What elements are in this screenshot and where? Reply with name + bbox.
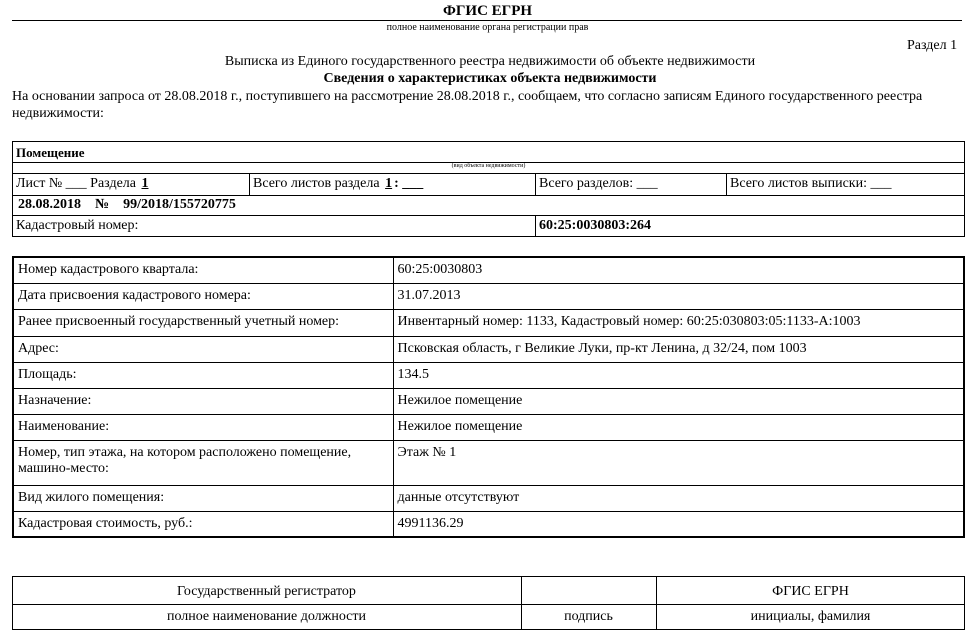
- object-type: Помещение: [16, 145, 85, 160]
- details-table: [12, 256, 965, 538]
- table-row: [13, 485, 964, 511]
- detail-label: Номер, тип этажа, на котором расположено помещение, машино-место:: [13, 440, 393, 485]
- org-caption: полное наименование органа регистрации прав: [386, 22, 589, 33]
- table-row: [13, 440, 964, 485]
- table-row: [13, 511, 964, 537]
- object-type-caption: (вид объекта недвижимости): [451, 163, 526, 169]
- row-divider: [12, 604, 965, 605]
- section-label: Раздел 1: [907, 38, 958, 53]
- detail-value: Инвентарный номер: 1133, Кадастровый номер: 60:25:030803:05:1133-А:1003: [393, 309, 964, 336]
- org-title: ФГИС ЕГРН: [442, 3, 533, 19]
- total-sheets-num: 1: [385, 176, 393, 191]
- detail-label: Кадастровая стоимость, руб.:: [13, 511, 393, 537]
- total-sections: Всего разделов: ___: [539, 176, 658, 191]
- col-divider: [249, 173, 250, 195]
- detail-value: 134.5: [393, 362, 964, 388]
- total-sheets-tail: : ___: [394, 176, 424, 191]
- name-caption: инициалы, фамилия: [750, 609, 871, 624]
- row-divider: [12, 173, 965, 174]
- detail-value: данные отсутствуют: [393, 485, 964, 511]
- detail-value: 60:25:0030803: [393, 257, 964, 283]
- total-extract-sheets: Всего листов выписки: ___: [730, 176, 892, 191]
- detail-value: Псковская область, г Великие Луки, пр-кт Ленина, д 32/24, пом 1003: [393, 336, 964, 362]
- sheet-number: [16, 176, 159, 192]
- detail-value: 4991136.29: [393, 511, 964, 537]
- org-title-underline: [12, 20, 962, 21]
- detail-label: Ранее присвоенный государственный учетный номер:: [13, 309, 393, 336]
- detail-label: Наименование:: [13, 414, 393, 440]
- detail-value: 31.07.2013: [393, 283, 964, 309]
- date-number: 28.08.2018 № 99/2018/155720775: [18, 197, 236, 212]
- table-row: [13, 362, 964, 388]
- sheet-label: Лист № ___ Раздела: [16, 176, 136, 191]
- table-row: [13, 283, 964, 309]
- registrar-title: Государственный регистратор: [177, 584, 356, 599]
- cadastral-number: 60:25:0030803:264: [539, 218, 651, 233]
- table-row: [13, 257, 964, 283]
- sheet-section-num: 1: [141, 176, 149, 191]
- cadastral-label: Кадастровый номер:: [16, 218, 139, 233]
- basis-text-line2: недвижимости:: [12, 106, 104, 121]
- detail-label: Назначение:: [13, 388, 393, 414]
- total-sheets-label: Всего листов раздела: [253, 176, 380, 191]
- detail-label: Номер кадастрового квартала:: [13, 257, 393, 283]
- signature-caption: подпись: [564, 609, 613, 624]
- basis-text-line1: На основании запроса от 28.08.2018 г., поступившего на рассмотрение 28.08.2018 г., сообщаем, что согласно записям Единого государственного реестра: [12, 89, 923, 104]
- row-divider: [12, 215, 965, 216]
- detail-label: Дата присвоения кадастрового номера:: [13, 283, 393, 309]
- row-divider: [12, 195, 965, 196]
- detail-value: Нежилое помещение: [393, 388, 964, 414]
- detail-label: Площадь:: [13, 362, 393, 388]
- detail-label: Вид жилого помещения:: [13, 485, 393, 511]
- table-row: [13, 414, 964, 440]
- total-sheets: [253, 176, 423, 192]
- detail-value: Нежилое помещение: [393, 414, 964, 440]
- detail-value: Этаж № 1: [393, 440, 964, 485]
- col-divider: [535, 173, 536, 195]
- registrar-org: ФГИС ЕГРН: [772, 584, 849, 599]
- position-caption: полное наименование должности: [166, 609, 367, 624]
- doc-title: Выписка из Единого государственного реестра недвижимости об объекте недвижимости: [224, 54, 756, 69]
- col-divider: [726, 173, 727, 195]
- doc-subtitle: Сведения о характеристиках объекта недвижимости: [323, 71, 657, 86]
- detail-label: Адрес:: [13, 336, 393, 362]
- table-row: [13, 309, 964, 336]
- table-row: [13, 388, 964, 414]
- col-divider: [535, 215, 536, 237]
- table-row: [13, 336, 964, 362]
